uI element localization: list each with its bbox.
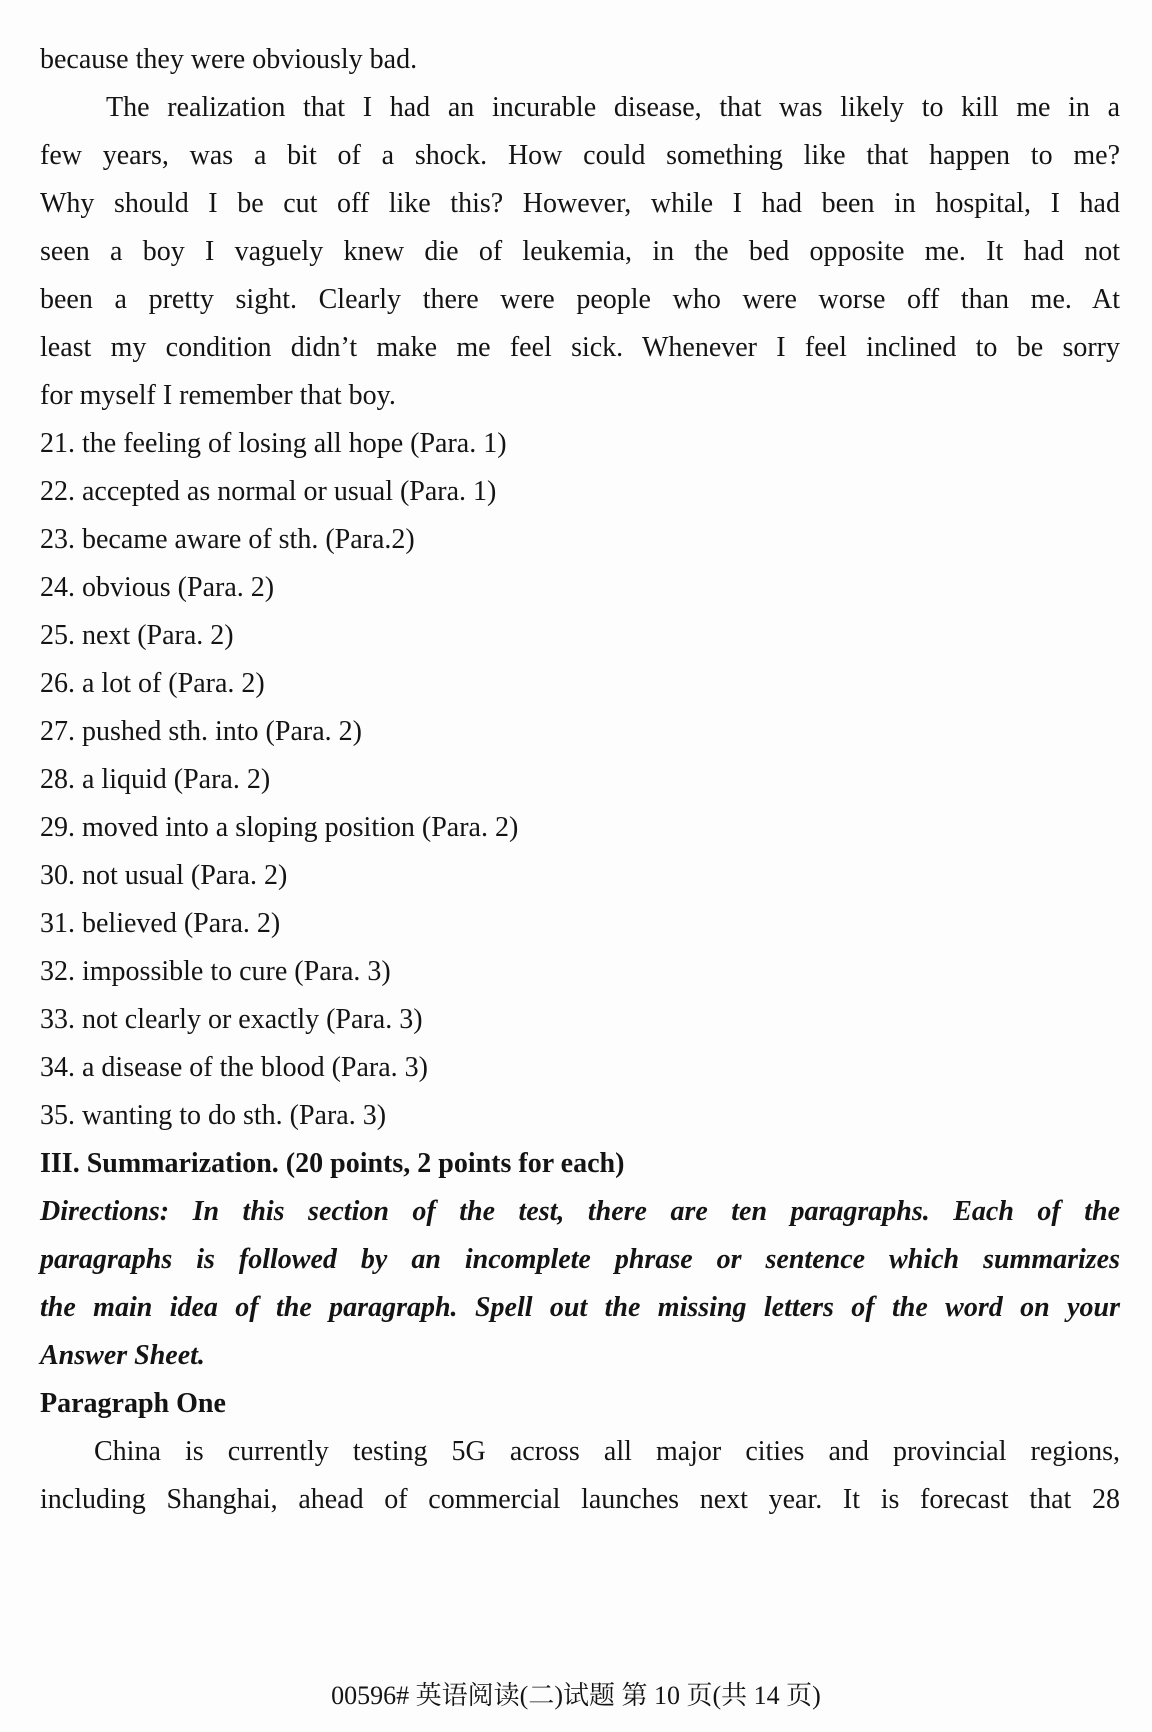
directions-line: Directions: In this section of the test, there are ten paragraphs. Each of the bbox=[40, 1196, 1120, 1227]
passage-line: least my condition didn’t make me feel sick. Whenever I feel inclined to be sorry bbox=[40, 332, 1120, 363]
paragraph-one-heading: Paragraph One bbox=[40, 1388, 226, 1419]
definition-item: 35. wanting to do sth. (Para. 3) bbox=[40, 1100, 387, 1131]
page-footer: 00596# 英语阅读(二)试题 第 10 页(共 14 页) bbox=[331, 1681, 821, 1710]
definitions-list bbox=[40, 420, 1120, 1140]
passage-line: for myself I remember that boy. bbox=[40, 380, 396, 411]
definition-item: 31. believed (Para. 2) bbox=[40, 908, 281, 939]
definition-item: 24. obvious (Para. 2) bbox=[40, 572, 275, 603]
paragraph-one-line: including Shanghai, ahead of commercial launches next year. It is forecast that 28 bbox=[40, 1484, 1120, 1515]
definition-item: 22. accepted as normal or usual (Para. 1) bbox=[40, 476, 497, 507]
definition-item: 27. pushed sth. into (Para. 2) bbox=[40, 716, 362, 747]
definition-item: 34. a disease of the blood (Para. 3) bbox=[40, 1052, 428, 1083]
definition-item: 28. a liquid (Para. 2) bbox=[40, 764, 271, 795]
reading-passage-paragraph-3 bbox=[40, 84, 1120, 420]
definition-item: 26. a lot of (Para. 2) bbox=[40, 668, 265, 699]
directions-line: Answer Sheet. bbox=[40, 1340, 205, 1371]
directions-line: paragraphs is followed by an incomplete phrase or sentence which summarizes bbox=[40, 1244, 1120, 1275]
definition-item: 30. not usual (Para. 2) bbox=[40, 860, 288, 891]
definition-item: 21. the feeling of losing all hope (Para. 1) bbox=[40, 428, 507, 459]
paragraph-one-text bbox=[40, 1428, 1120, 1524]
definition-item: 29. moved into a sloping position (Para. 2) bbox=[40, 812, 519, 843]
directions-paragraph bbox=[40, 1188, 1120, 1380]
passage-line: Why should I be cut off like this? However, while I had been in hospital, I had bbox=[40, 188, 1120, 219]
paragraph-one-line: China is currently testing 5G across all major cities and provincial regions, bbox=[94, 1436, 1120, 1467]
directions-line: the main idea of the paragraph. Spell out the missing letters of the word on your bbox=[40, 1292, 1120, 1323]
definition-item: 32. impossible to cure (Para. 3) bbox=[40, 956, 391, 987]
passage-line: The realization that I had an incurable disease, that was likely to kill me in a bbox=[106, 92, 1120, 123]
definition-item: 23. became aware of sth. (Para.2) bbox=[40, 524, 415, 555]
passage-line: been a pretty sight. Clearly there were people who were worse off than me. At bbox=[40, 284, 1120, 315]
definition-item: 25. next (Para. 2) bbox=[40, 620, 234, 651]
passage-line: few years, was a bit of a shock. How could something like that happen to me? bbox=[40, 140, 1120, 171]
passage-continuation-line: because they were obviously bad. bbox=[40, 44, 418, 75]
definition-item: 33. not clearly or exactly (Para. 3) bbox=[40, 1004, 423, 1035]
section-heading: III. Summarization. (20 points, 2 points for each) bbox=[40, 1148, 625, 1179]
passage-line: seen a boy I vaguely knew die of leukemia, in the bed opposite me. It had not bbox=[40, 236, 1120, 267]
